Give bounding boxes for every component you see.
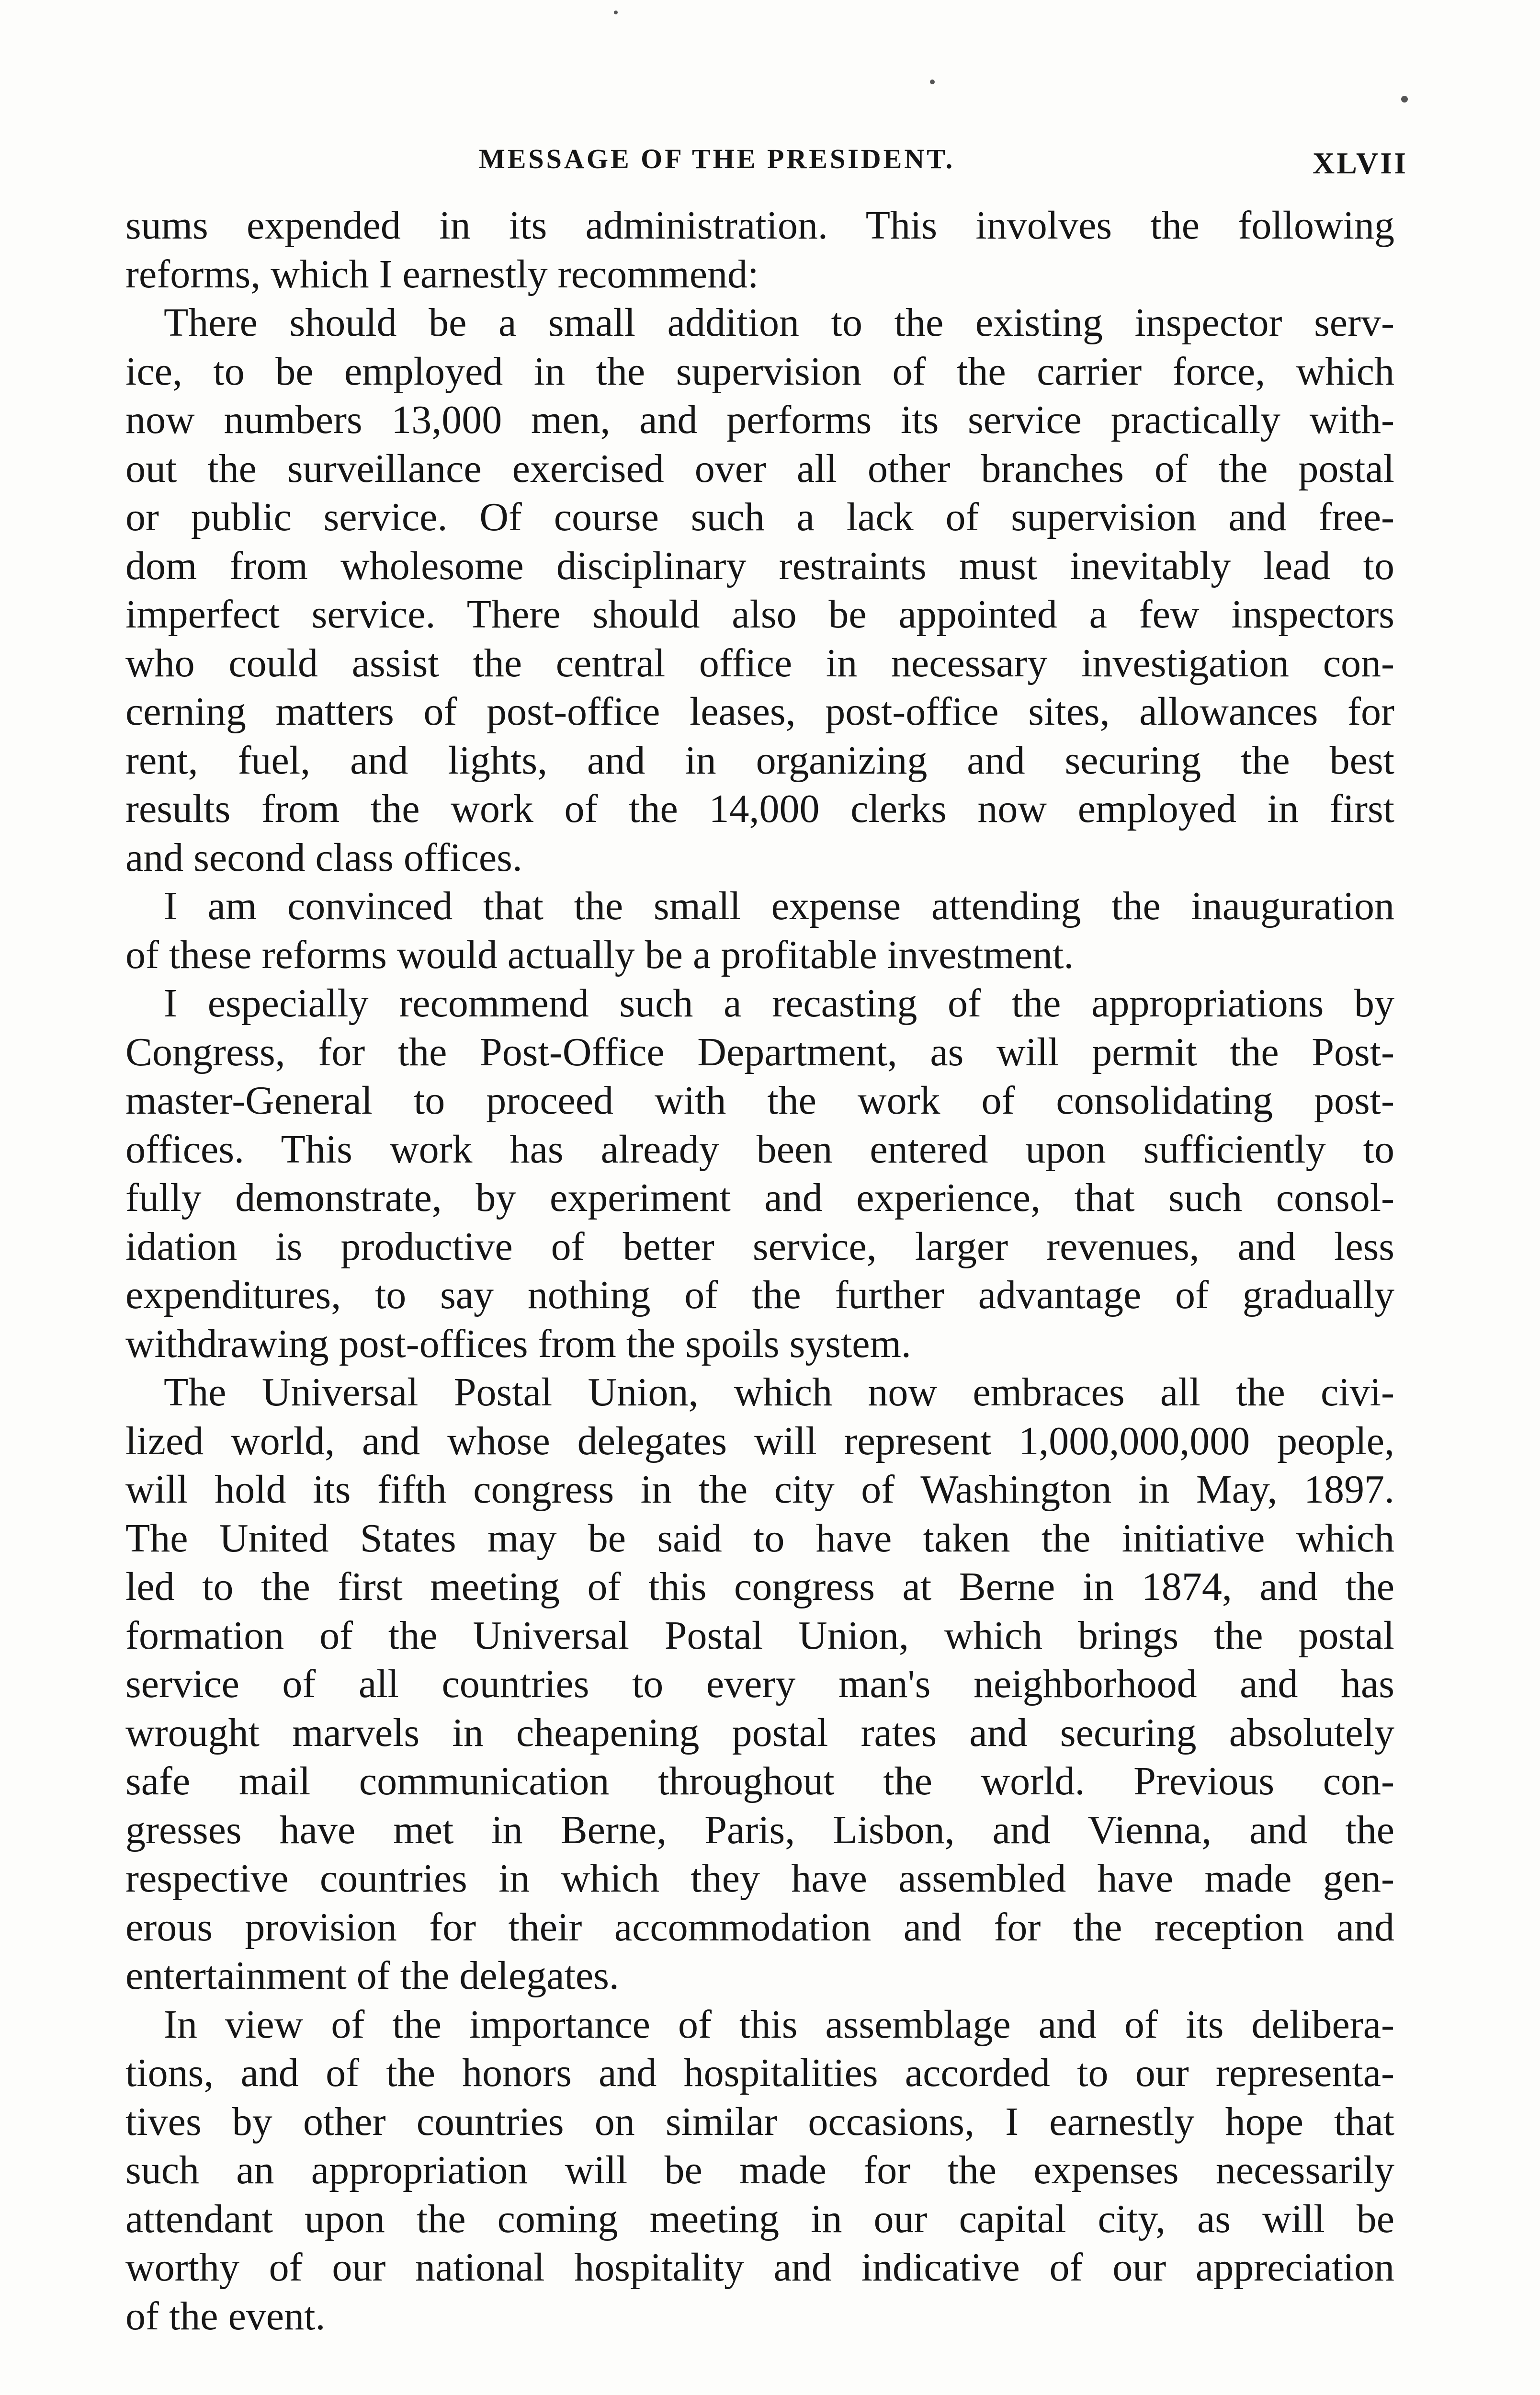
text-line: rent, fuel, and lights, and in organizing and securing the best xyxy=(125,738,1394,783)
text-line: ice, to be employed in the supervision of the carrier force, which xyxy=(125,349,1394,394)
running-head: MESSAGE OF THE PRESIDENT. xyxy=(479,143,955,174)
text-line: reforms, which I earnestly recommend: xyxy=(125,251,759,297)
text-line: or public service. Of course such a lack of supervision and free- xyxy=(125,495,1394,539)
text-line: Congress, for the Post-Office Department, as will permit the Post- xyxy=(125,1029,1394,1074)
text-line: safe mail communication throughout the world. Previous con- xyxy=(125,1759,1394,1803)
text-line: I am convinced that the small expense attending the inauguration xyxy=(164,884,1394,928)
text-line: such an appropriation will be made for the expenses necessarily xyxy=(125,2148,1394,2192)
text-line: cerning matters of post-office leases, post-office sites, allowances for xyxy=(125,689,1394,734)
text-line: fully demonstrate, by experiment and experience, that such consol- xyxy=(125,1175,1394,1220)
text-line: gresses have met in Berne, Paris, Lisbon, and Vienna, and the xyxy=(125,1807,1394,1852)
text-line: tions, and of the honors and hospitalities accorded to our representa- xyxy=(125,2051,1394,2095)
text-line: lized world, and whose delegates will represent 1,000,000,000 people, xyxy=(125,1418,1394,1463)
text-line: out the surveillance exercised over all other branches of the postal xyxy=(125,446,1394,491)
paragraph xyxy=(125,1368,1394,2000)
text-line: of these reforms would actually be a profitable investment. xyxy=(125,932,1074,977)
text-line: master-General to proceed with the work of consolidating post- xyxy=(125,1078,1394,1123)
ink-speck xyxy=(1401,96,1408,103)
paragraph xyxy=(125,298,1394,882)
text-line: results from the work of the 14,000 clerks now employed in first xyxy=(125,787,1394,831)
text-line: There should be a small addition to the existing inspector serv- xyxy=(164,300,1394,345)
text-line: formation of the Universal Postal Union, which brings the postal xyxy=(125,1613,1394,1658)
text-line: worthy of our national hospitality and indicative of our appreciation xyxy=(125,2245,1394,2290)
text-line: led to the first meeting of this congress at Berne in 1874, and the xyxy=(125,1564,1394,1609)
text-line: who could assist the central office in necessary investigation con- xyxy=(125,640,1394,685)
text-line: dom from wholesome disciplinary restraints must inevitably lead to xyxy=(125,543,1394,588)
text-line: withdrawing post-offices from the spoils system. xyxy=(125,1321,911,1366)
text-line: wrought marvels in cheapening postal rates and securing absolutely xyxy=(125,1710,1394,1755)
text-line: respective countries in which they have assembled have made gen- xyxy=(125,1856,1394,1901)
page-header xyxy=(125,139,1408,182)
text-line: erous provision for their accommodation and for the reception and xyxy=(125,1905,1394,1950)
text-line: I especially recommend such a recasting of the appropriations by xyxy=(164,981,1394,1026)
text-line: idation is productive of better service, larger revenues, and less xyxy=(125,1224,1394,1269)
text-line: tives by other countries on similar occasions, I earnestly hope that xyxy=(125,2099,1394,2144)
paragraph xyxy=(125,2000,1394,2341)
text-line: sums expended in its administration. This involves the following xyxy=(125,203,1394,248)
text-line: offices. This work has already been entered upon sufficiently to xyxy=(125,1127,1394,1172)
text-line: The United States may be said to have taken the initiative which xyxy=(125,1516,1394,1561)
text-line: expenditures, to say nothing of the further advantage of gradually xyxy=(125,1273,1394,1317)
text-line: of the event. xyxy=(125,2293,326,2338)
text-line: entertainment of the delegates. xyxy=(125,1953,619,1998)
page-number: XLVII xyxy=(1312,146,1408,180)
paragraph xyxy=(125,979,1394,1368)
paragraph xyxy=(125,201,1394,298)
text-line: In view of the importance of this assemblage and of its delibera- xyxy=(164,2002,1394,2047)
text-line: will hold its fifth congress in the city of Washington in May, 1897. xyxy=(125,1467,1394,1512)
body-text xyxy=(125,201,1394,2340)
ink-speck xyxy=(930,80,935,84)
text-line: The Universal Postal Union, which now embraces all the civi- xyxy=(164,1370,1394,1414)
text-line: imperfect service. There should also be appointed a few inspectors xyxy=(125,592,1394,637)
paragraph xyxy=(125,882,1394,979)
text-line: attendant upon the coming meeting in our capital city, as will be xyxy=(125,2196,1394,2241)
text-line: now numbers 13,000 men, and performs its service practically with- xyxy=(125,398,1394,442)
ink-speck xyxy=(614,11,618,14)
text-line: and second class offices. xyxy=(125,835,522,880)
text-line: service of all countries to every man's neighborhood and has xyxy=(125,1662,1394,1706)
